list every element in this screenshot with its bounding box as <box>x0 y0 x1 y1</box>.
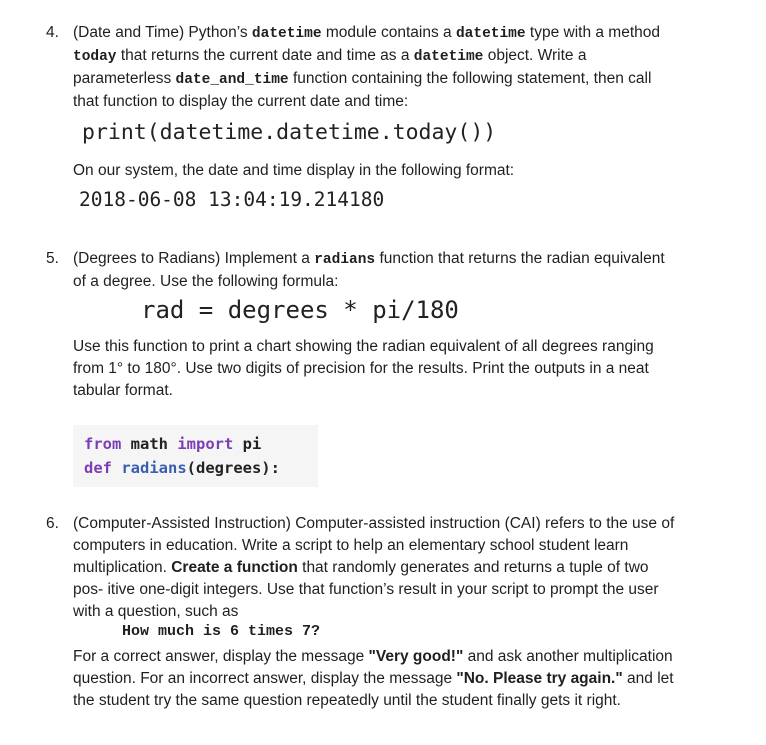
question-4-format-text: On our system, the date and time display in the following format: <box>73 162 515 179</box>
q6-line-5: with a question, such as <box>73 603 239 620</box>
q5-line-2: of a degree. Use the following formula: <box>73 273 339 290</box>
q5-instr-line-1: Use this function to print a chart showing the radian equivalent of all degrees ranging <box>73 338 654 355</box>
q5-instr-line-3: tabular format. <box>73 382 173 399</box>
q5-instr-line-2: from 1° to 180°. Use two digits of precision for the results. Print the outputs in a neat <box>73 360 649 377</box>
question-6-number: 6. <box>46 515 59 532</box>
q4-line-3: parameterless date_and_time function containing the following statement, then call <box>73 70 652 88</box>
question-5-instructions <box>73 336 733 402</box>
q4-line-4: that function to display the current date and time: <box>73 93 409 110</box>
question-5-number: 5. <box>46 250 59 267</box>
q6-feedback-line-1: For a correct answer, display the message "Very good!" and ask another multiplication <box>73 648 673 665</box>
code-today: today <box>73 49 117 65</box>
q6-line-1: (Computer-Assisted Instruction) Computer-assisted instruction (CAI) refers to the use of <box>73 515 675 532</box>
example-question-prompt: How much is 6 times 7? <box>122 623 321 640</box>
create-function-emphasis: Create a function <box>171 559 298 576</box>
code-date-and-time: date_and_time <box>175 72 289 88</box>
question-6-intro <box>73 513 733 623</box>
code-datetime-module: datetime <box>251 26 322 42</box>
code-print-statement: print(datetime.datetime.today()) <box>82 120 497 145</box>
code-datetime-type: datetime <box>455 26 526 42</box>
q6-feedback-line-3: the student try the same question repeatedly until the student finally gets it right. <box>73 692 621 709</box>
try-again-message: "No. Please try again." <box>456 670 623 687</box>
sample-datetime-output: 2018-06-08 13:04:19.214180 <box>79 188 385 211</box>
question-6-feedback <box>73 646 733 712</box>
question-4-number: 4. <box>46 24 59 41</box>
very-good-message: "Very good!" <box>368 648 464 665</box>
code-radians: radians <box>314 252 376 268</box>
code-snippet-box <box>73 425 318 487</box>
code-datetime-object: datetime <box>413 49 484 65</box>
radian-formula: rad = degrees * pi/180 <box>141 296 459 324</box>
code-line-def: def radians(degrees): <box>84 459 280 477</box>
question-5-intro <box>73 248 733 293</box>
q6-feedback-line-2: question. For an incorrect answer, display the message "No. Please try again." and let <box>73 670 674 687</box>
q5-line-1: (Degrees to Radians) Implement a radians function that returns the radian equivalent <box>73 250 665 268</box>
q4-line-2: today that returns the current date and time as a datetime object. Write a <box>73 47 587 65</box>
code-line-import: from math import pi <box>84 435 262 453</box>
q6-line-4: pos- itive one-digit integers. Use that function’s result in your script to prompt the user <box>73 581 659 598</box>
question-4-intro <box>73 22 733 113</box>
q4-line-1: (Date and Time) Python’s datetime module contains a datetime type with a method <box>73 24 661 42</box>
q6-line-2: computers in education. Write a script to help an elementary school student learn <box>73 537 629 554</box>
q6-line-3: multiplication. Create a function that randomly generates and returns a tuple of two <box>73 559 649 576</box>
